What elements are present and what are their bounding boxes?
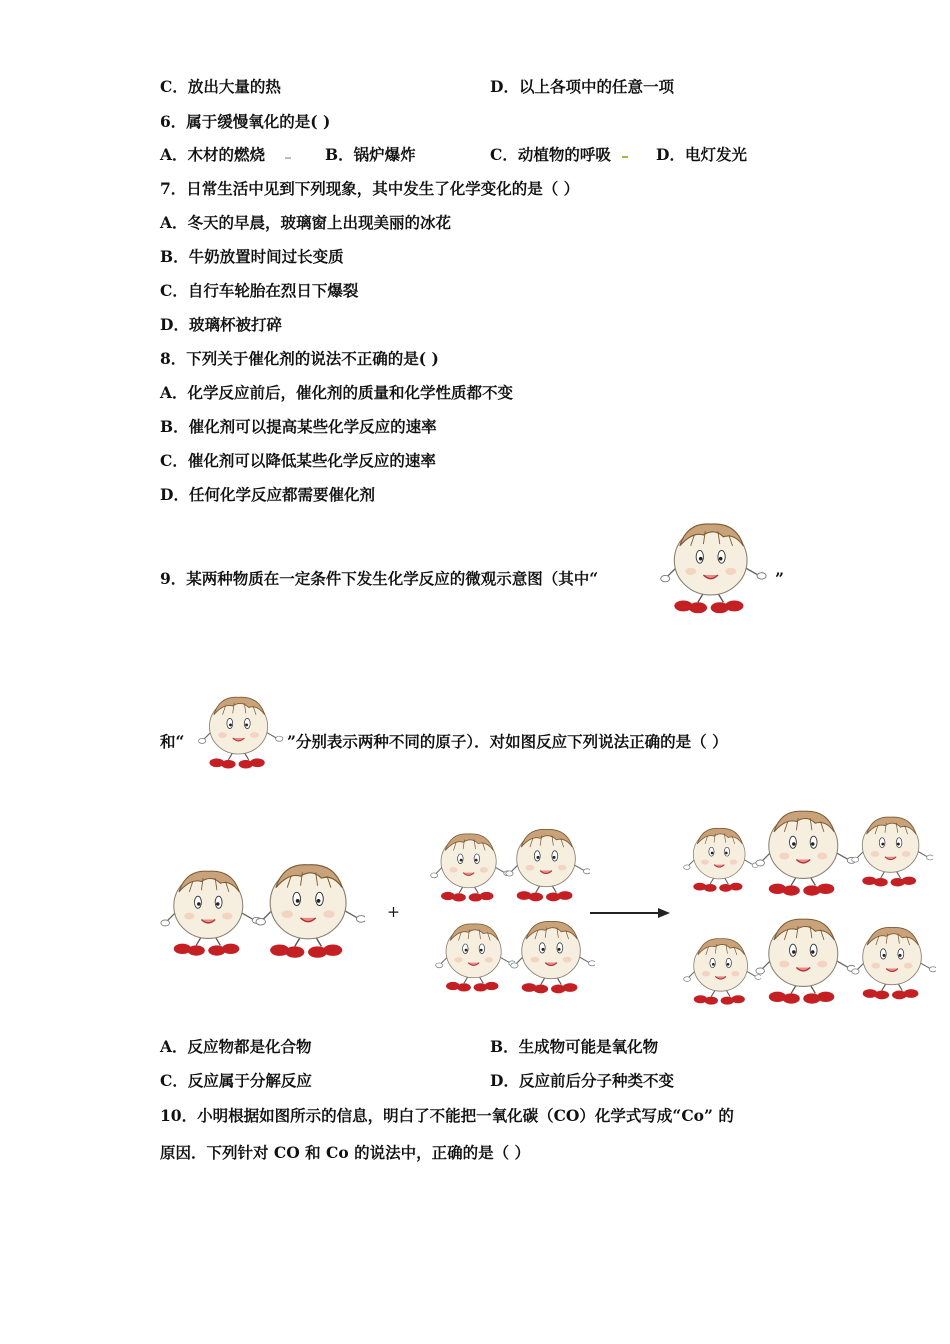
q7-option-c: C．自行车轮胎在烈日下爆裂 <box>160 281 359 300</box>
atom-mascot <box>505 820 590 905</box>
atom-mascot <box>430 825 510 905</box>
q9-option-c: C．反应属于分解反应 <box>160 1071 312 1090</box>
plus-sign: + <box>387 903 400 921</box>
atom-mascot <box>851 918 936 1003</box>
atom-mascot <box>255 855 365 960</box>
atom-mascot <box>755 908 855 1008</box>
q6-option-b: B．锅炉爆炸 <box>325 145 416 164</box>
q8-stem: 8．下列关于催化剂的说法不正确的是( ) <box>160 349 439 368</box>
q10-stem-line2: 原因．下列针对 CO 和 Co 的说法中，正确的是（ ） <box>160 1143 530 1162</box>
q9-option-d: D．反应前后分子种类不变 <box>490 1071 674 1090</box>
product-molecules <box>683 800 943 1010</box>
atom-mascot <box>683 930 761 1008</box>
atom-mascot <box>510 912 595 997</box>
atom-mascot <box>683 820 758 895</box>
atom-type-b-mascot <box>195 690 285 770</box>
atom-mascot <box>160 860 260 960</box>
q6-stem: 6．属于缓慢氧化的是( ) <box>160 112 331 131</box>
q8-option-b: B．催化剂可以提高某些化学反应的速率 <box>160 417 437 436</box>
q9-stem-part1: 9．某两种物质在一定条件下发生化学反应的微观示意图（其中“ <box>160 569 599 588</box>
q10-stem-line1: 10．小明根据如图所示的信息，明白了不能把一氧化碳（CO）化学式写成“Co” 的 <box>160 1106 734 1125</box>
q8-option-a: A．化学反应前后，催化剂的质量和化学性质都不变 <box>160 383 514 402</box>
q6-option-d: D．电灯发光 <box>656 145 747 164</box>
q9-stem-part4: ”分别表示两种不同的原子）．对如图反应下列说法正确的是（ ） <box>287 732 728 751</box>
q9-stem-part2: ” <box>775 569 784 588</box>
scan-mark <box>622 156 628 158</box>
q9-option-b: B．生成物可能是氧化物 <box>490 1037 659 1056</box>
q7-option-b: B．牛奶放置时间过长变质 <box>160 247 344 266</box>
q5-option-c: C．放出大量的热 <box>160 77 281 96</box>
scan-mark <box>285 157 291 159</box>
q6-option-c: C．动植物的呼吸 <box>490 145 611 164</box>
q8-option-c: C．催化剂可以降低某些化学反应的速率 <box>160 451 436 470</box>
q7-option-d: D．玻璃杯被打碎 <box>160 315 282 334</box>
reactant-molecule-1 <box>160 855 370 965</box>
q9-stem-part3: 和“ <box>160 732 185 751</box>
reactant-molecules-2 <box>430 820 600 1000</box>
q8-option-d: D．任何化学反应都需要催化剂 <box>160 485 375 504</box>
atom-mascot <box>755 800 855 900</box>
atom-type-a-mascot <box>655 515 770 615</box>
q5-option-d: D．以上各项中的任意一项 <box>490 77 674 96</box>
q7-stem: 7．日常生活中见到下列现象，其中发生了化学变化的是（ ） <box>160 179 580 198</box>
q7-option-a: A．冬天的早晨，玻璃窗上出现美丽的冰花 <box>160 213 452 232</box>
atom-mascot <box>435 915 515 995</box>
q6-option-a: A．木材的燃烧 <box>160 145 266 164</box>
q9-option-a: A．反应物都是化合物 <box>160 1037 312 1056</box>
atom-mascot <box>851 808 933 890</box>
reaction-arrow <box>588 905 672 921</box>
